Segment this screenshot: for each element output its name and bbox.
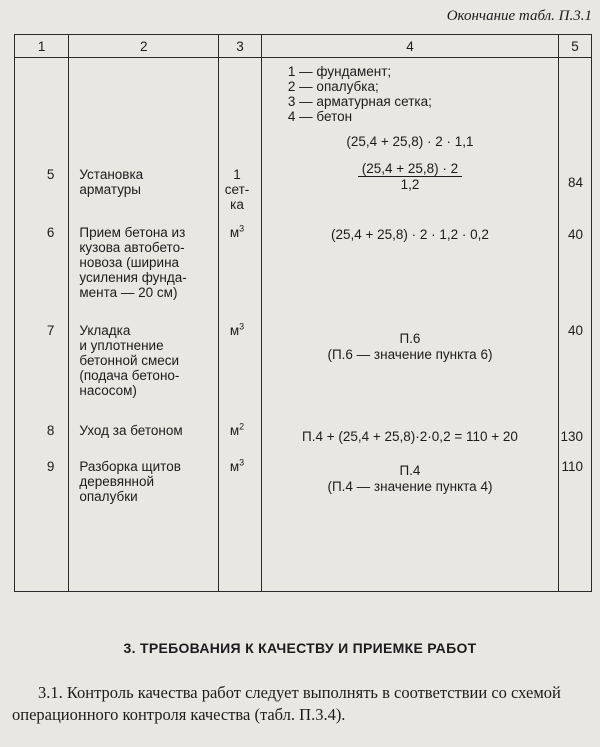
table-row-legend [15,58,592,161]
fraction-formula [358,161,462,192]
row-number: 7 [46,322,55,338]
row-name: Укладка и уплотнение бетонной смеси (подача бетоно- насосом) [79,322,180,398]
unit-exponent: 3 [239,223,245,233]
row-unit: м [229,322,240,338]
top-formula: (25,4 + 25,8) · 2 · 1,1 [346,134,474,149]
row-name: Прием бетона из кузова автобето- новоза (ширина усиления фунда- мента — 20 см) [79,224,187,300]
row-unit: 1 сет- ка [224,166,250,212]
legend-item: 3 — арматурная сетка; [287,94,432,109]
fraction-denominator: 1,2 [400,176,420,192]
table-row [15,219,592,317]
row-number: 8 [46,422,55,438]
row-value: 40 [567,226,583,242]
unit-exponent: 3 [239,457,245,467]
body-paragraph: 3.1. Контроль качества работ следует выполнять в соответствии со схемой операционного контроля качества (табл. П.3.4). [12,683,561,724]
col-header-1: 1 [15,35,69,58]
row-unit: м [229,224,240,240]
row-unit: м [229,458,240,474]
row-formula-note: (П.6 — значение пункта 6) [327,346,493,362]
fraction-numerator: (25,4 + 25,8) · 2 [358,161,462,177]
row-value: 84 [567,174,583,190]
row-formula: П.4 + (25,4 + 25,8)·2·0,2 = 110 + 20 [302,428,518,444]
row-name: Уход за бетоном [79,422,183,438]
row-value: 40 [567,322,583,338]
col-header-5: 5 [559,35,592,58]
row-formula: П.4 [399,462,421,478]
col-header-4: 4 [261,35,558,58]
table-row [15,417,592,453]
row-number: 6 [46,224,55,240]
row-unit: м [229,422,240,438]
table-row [15,453,592,592]
legend-item: 4 — бетон [287,109,353,124]
unit-exponent: 2 [239,421,245,431]
row-value: 110 [561,458,583,474]
legend-list [262,58,558,124]
unit-exponent: 3 [239,321,245,331]
section-heading: 3. ТРЕБОВАНИЯ К КАЧЕСТВУ И ПРИЕМКЕ РАБОТ [123,640,477,656]
row-name: Установка арматуры [79,166,144,197]
row-formula: (25,4 + 25,8) · 2 · 1,2 · 0,2 [330,226,489,242]
row-number: 5 [46,166,55,182]
row-formula: П.6 [399,330,421,346]
row-formula-note: (П.4 — значение пункта 4) [327,478,493,494]
col-header-2: 2 [69,35,219,58]
table-row [15,161,592,219]
legend-item: 2 — опалубка; [287,79,379,94]
col-header-3: 3 [219,35,262,58]
row-number: 9 [46,458,55,474]
table-caption: Окончание табл. П.3.1 [446,8,592,24]
table-row [15,317,592,417]
row-name: Разборка щитов деревянной опалубки [79,458,181,504]
row-value: 130 [560,428,583,444]
works-table [14,34,592,592]
legend-item: 1 — фундамент; [287,64,392,79]
table-header-row [15,35,592,58]
